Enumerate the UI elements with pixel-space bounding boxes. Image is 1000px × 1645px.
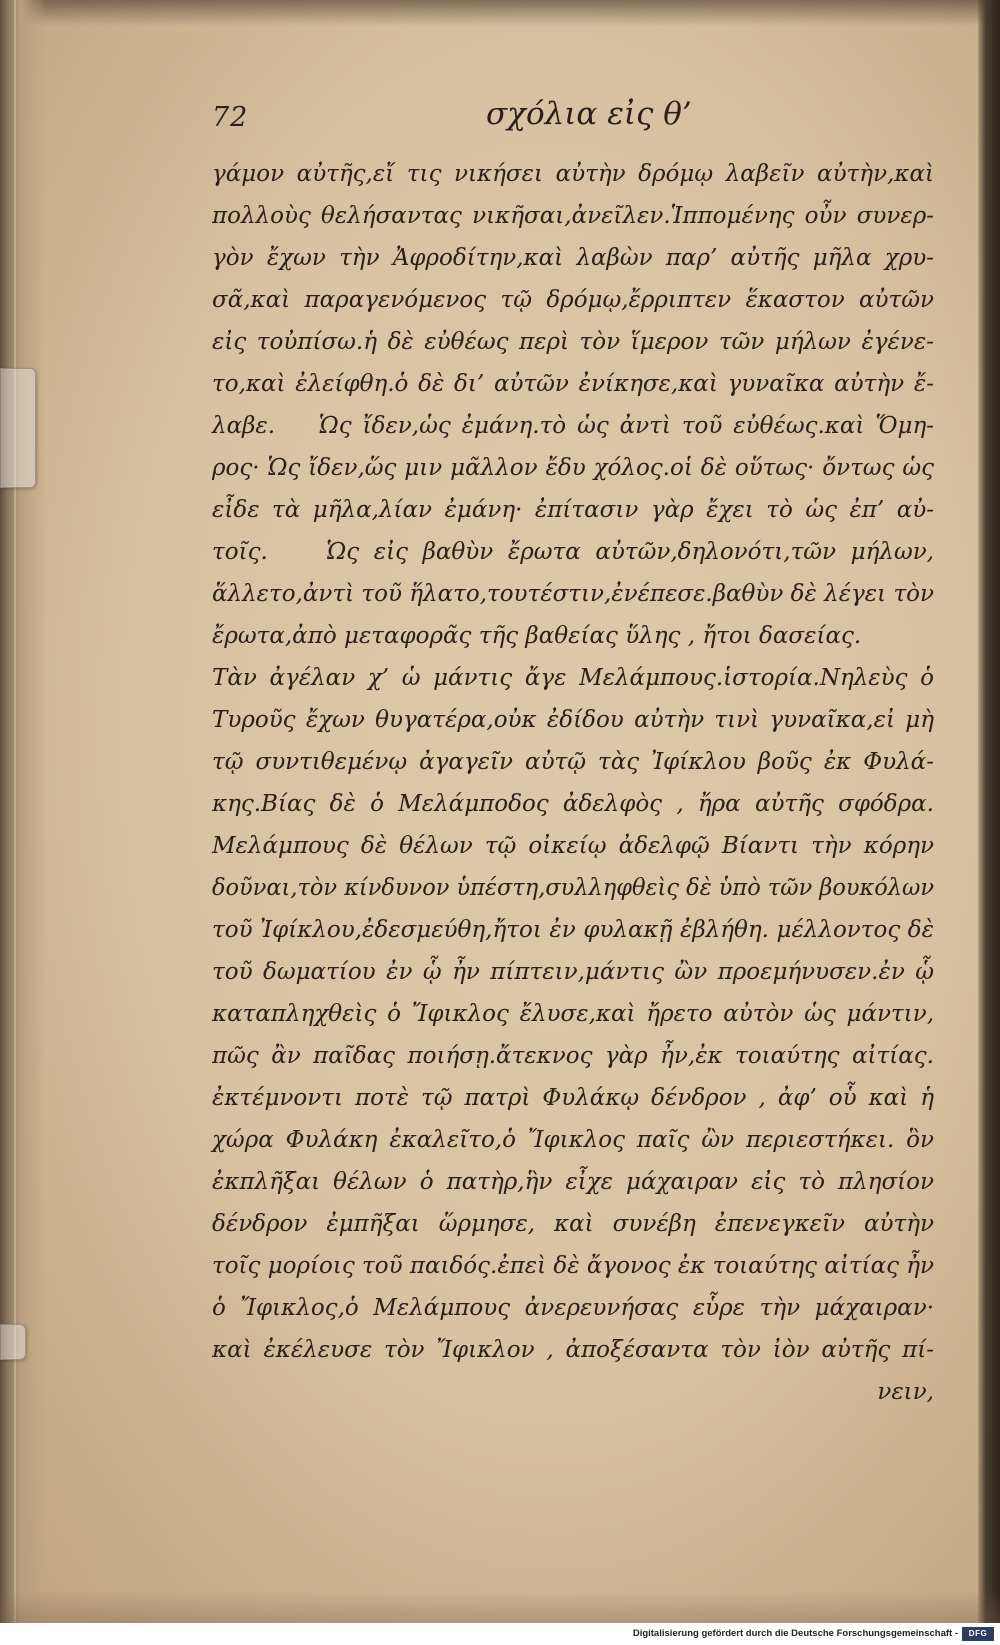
text-line — [212, 699, 934, 741]
text-line-content: ἅλλετο,ἀντὶ τοῦ ἥλατο,τουτέστιν,ἐνέπεσε.βαθὺν δὲ λέγει τὸν — [212, 581, 934, 607]
text-line-content: καταπληχθεὶς ὁ Ἴφικλος ἔλυσε,καὶ ἤρετο αὐτὸν ὡς μάντιν, — [212, 1001, 934, 1027]
text-line — [212, 195, 934, 237]
text-line-content: δοῦναι,τὸν κίνδυνον ὑπέστη,συλληφθεὶς δὲ ὑπὸ τῶν βουκόλων — [212, 875, 934, 901]
text-line — [212, 363, 934, 405]
text-line — [212, 993, 934, 1035]
binding-highlight — [14, 0, 16, 1623]
text-line-content: χώρα Φυλάκη ἐκαλεῖτο,ὁ Ἴφικλος παῖς ὢν περιεστήκει. ὃν — [212, 1127, 934, 1153]
text-line-content: λαβε. Ὡς ἴδεν,ὡς ἐμάνη.τὸ ὡς ἀντὶ τοῦ εὐθέως.καὶ Ὅμη- — [212, 413, 934, 439]
running-head: σχόλια εἰς θ’ — [486, 96, 692, 132]
text-line — [212, 1287, 934, 1329]
page-clip — [0, 1324, 26, 1360]
text-line-content: τοῖς μορίοις τοῦ παιδός.ἐπεὶ δὲ ἄγονος ἐκ τοιαύτης αἰτίας ἦν — [212, 1253, 934, 1279]
text-line — [212, 741, 934, 783]
text-line-content: κης.Βίας δὲ ὁ Μελάμποδος ἀδελφὸς , ἤρα αὐτῆς σφόδρα. — [212, 791, 934, 817]
text-line-content: τοῦ Ἰφίκλου,ἐδεσμεύθη,ἤτοι ἐν φυλακῇ ἐβλήθη. μέλλοντος δὲ — [212, 917, 934, 943]
text-line-content: Τὰν ἀγέλαν χ’ ὡ μάντις ἄγε Μελάμπους.ἱστορία.Νηλεὺς ὁ — [212, 665, 934, 691]
text-line-content: ἔρωτα,ἀπὸ μεταφορᾶς τῆς βαθείας ὕλης , ἤτοι δασείας. — [212, 623, 862, 649]
text-line-content: γάμον αὐτῆς,εἴ τις νικήσει αὐτὴν δρόμῳ λαβεῖν αὐτὴν,καὶ — [212, 161, 934, 187]
text-line — [212, 1329, 934, 1371]
text-line-content: το,καὶ ἐλείφθη.ὁ δὲ δι’ αὐτῶν ἐνίκησε,καὶ γυναῖκα αὐτὴν ἔ- — [212, 371, 934, 397]
text-line-content: καὶ ἐκέλευσε τὸν Ἴφικλον , ἀποξέσαντα τὸν ἰὸν αὐτῆς πί- — [212, 1337, 934, 1363]
text-line — [212, 825, 934, 867]
text-line — [212, 489, 934, 531]
text-line-content: ὁ Ἴφικλος,ὁ Μελάμπους ἀνερευνήσας εὗρε τὴν μάχαιραν· — [212, 1295, 934, 1321]
text-line — [212, 783, 934, 825]
text-line — [212, 1203, 934, 1245]
text-line — [212, 447, 934, 489]
text-line-content: δένδρον ἐμπῆξαι ὥρμησε, καὶ συνέβη ἐπενεγκεῖν αὐτὴν — [212, 1211, 934, 1237]
text-line — [212, 615, 934, 657]
page-clip — [0, 368, 36, 488]
text-line — [212, 321, 934, 363]
text-line-content: Τυροῦς ἔχων θυγατέρα,οὐκ ἐδίδου αὐτὴν τινὶ γυναῖκα,εἰ μὴ — [212, 707, 934, 733]
text-line-content: γὸν ἔχων τὴν Ἀφροδίτην,καὶ λαβὼν παρ’ αὐτῆς μῆλα χρυ- — [212, 245, 934, 271]
text-line-content: πολλοὺς θελήσαντας νικῆσαι,ἀνεῖλεν.Ἱππομένης οὖν συνερ- — [212, 203, 934, 229]
catchword: νειν, — [877, 1379, 934, 1405]
text-line-content: τοῖς. Ὡς εἰς βαθὺν ἔρωτα αὐτῶν,δηλονότι,τῶν μήλων, — [212, 539, 934, 565]
text-line-content: τοῦ δωματίου ἐν ᾧ ἦν πίπτειν,μάντις ὢν προεμήνυσεν.ἐν ᾧ — [212, 959, 934, 985]
text-line — [212, 951, 934, 993]
dfg-logo: DFG — [962, 1627, 994, 1641]
binding-gutter — [0, 0, 46, 1623]
text-line-content: εἶδε τὰ μῆλα,λίαν ἐμάνη· ἐπίτασιν γὰρ ἔχει τὸ ὡς ἐπ’ αὐ- — [212, 497, 934, 523]
text-line — [212, 909, 934, 951]
text-line-content: πῶς ἂν παῖδας ποιήσῃ.ἄτεκνος γὰρ ἦν,ἐκ τοιαύτης αἰτίας. — [212, 1043, 934, 1069]
text-line — [212, 405, 934, 447]
text-line — [212, 1245, 934, 1287]
text-line-content: τῷ συντιθεμένῳ ἀγαγεῖν αὐτῷ τὰς Ἰφίκλου βοῦς ἐκ Φυλά- — [212, 749, 934, 775]
text-line-content: ἐκτέμνοντι ποτὲ τῷ πατρὶ Φυλάκῳ δένδρον , ἀφ’ οὗ καὶ ἡ — [212, 1085, 934, 1111]
body-text — [212, 153, 934, 1371]
text-line — [212, 279, 934, 321]
text-line — [212, 1035, 934, 1077]
text-line-content: ρος· Ὡς ἴδεν,ὥς μιν μᾶλλον ἔδυ χόλος.οἱ δὲ οὕτως· ὄντως ὡς — [212, 455, 934, 481]
funding-credit: Digitalisierung gefördert durch die Deutsche Forschungsgemeinschaft - — [632, 1628, 958, 1639]
text-line — [212, 573, 934, 615]
text-line — [212, 1119, 934, 1161]
text-line-content: εἰς τοὐπίσω.ἡ δὲ εὐθέως περὶ τὸν ἵμερον τῶν μήλων ἐγένε- — [212, 329, 934, 355]
text-line-content: σᾶ,καὶ παραγενόμενος τῷ δρόμῳ,ἔρριπτεν ἕκαστον αὐτῶν — [212, 287, 934, 313]
digitization-footer — [0, 1623, 1000, 1645]
page-number: 72 — [212, 102, 249, 133]
top-edge-shadow — [0, 0, 1000, 26]
text-line-content: ἐκπλῆξαι θέλων ὁ πατὴρ,ἣν εἶχε μάχαιραν εἰς τὸ πλησίον — [212, 1169, 934, 1195]
page-right-edge — [978, 0, 1000, 1623]
text-line — [212, 1161, 934, 1203]
text-line — [212, 153, 934, 195]
text-line — [212, 531, 934, 573]
text-line — [212, 237, 934, 279]
text-line-content: Μελάμπους δὲ θέλων τῷ οἰκείῳ ἀδελφῷ Βίαντι τὴν κόρην — [212, 833, 934, 859]
bottom-edge-shadow — [0, 1590, 1000, 1623]
text-line — [212, 867, 934, 909]
text-line — [212, 1077, 934, 1119]
text-line — [212, 657, 934, 699]
